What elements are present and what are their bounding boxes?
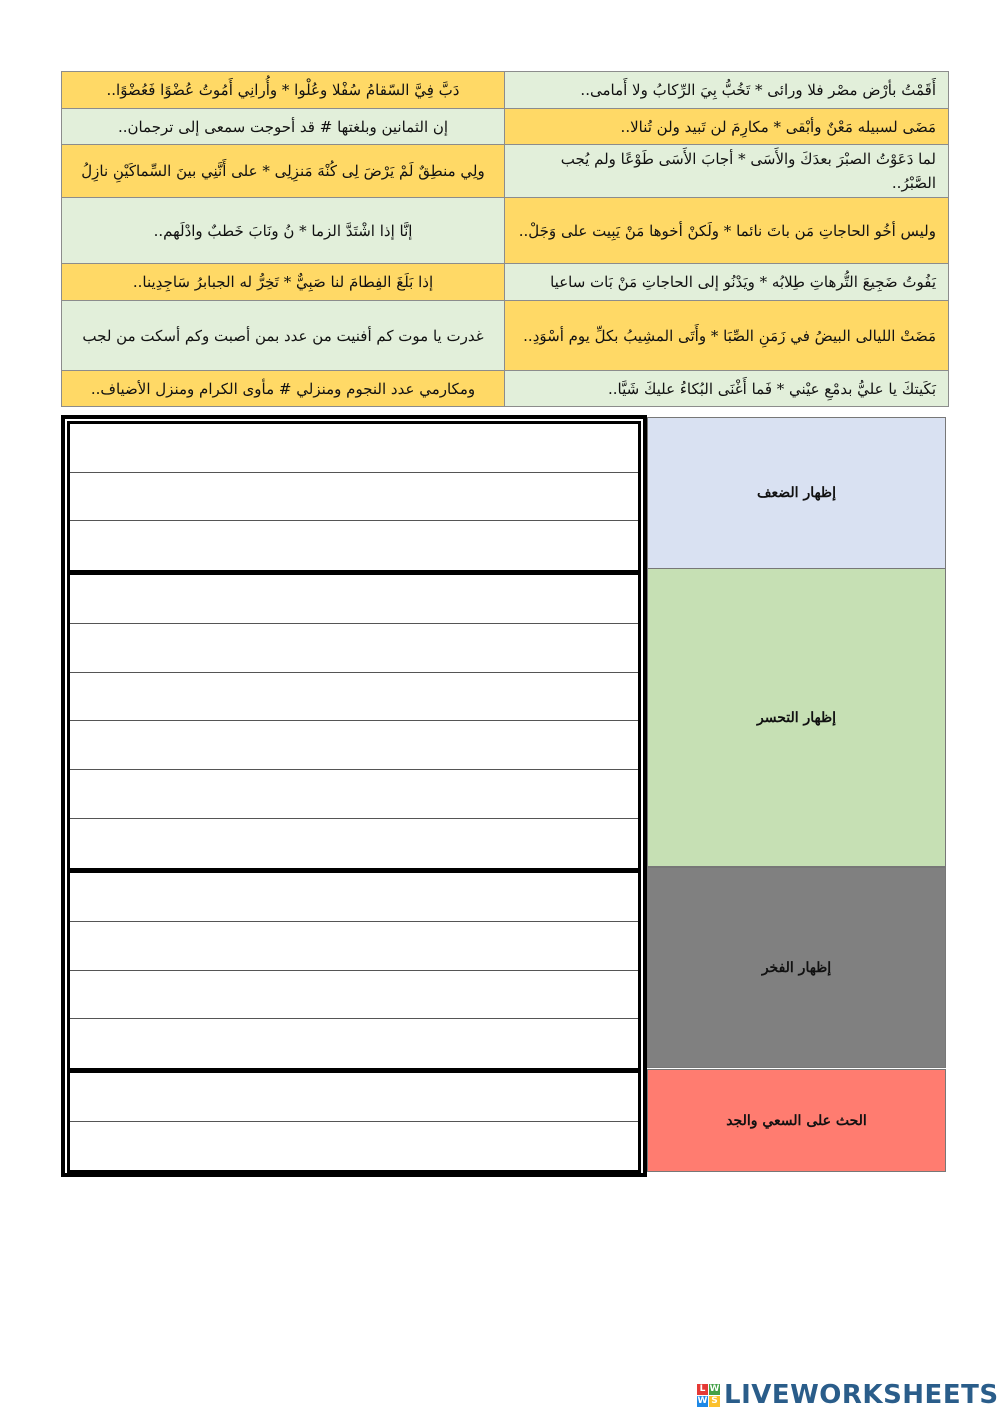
verse-cell-left[interactable]: غدرت يا موت كم أفنيت من عدد بمن أصبت وكم أسكت من لجب	[62, 301, 505, 371]
answer-input[interactable]	[70, 873, 638, 921]
answer-line	[70, 770, 638, 819]
answer-line	[70, 575, 638, 624]
verse-cell-right[interactable]: أَقَمْتُ بأرْض مصْر فلا ورائى * تَخُبُّ بِيَ الرِّكابُ ولا أَمامى..	[505, 72, 949, 109]
answer-line	[70, 1122, 638, 1171]
verse-cell-right[interactable]: لما دَعَوْتُ الصبْرَ بعدَكَ والأَسَى * أجابَ الأَسَى طَوْعًا ولم يُجب الصَّبْرُ..	[505, 145, 949, 198]
category-label: إظهار الضعف	[647, 417, 946, 569]
answer-input[interactable]	[70, 624, 638, 672]
answer-input[interactable]	[70, 473, 638, 521]
answer-input[interactable]	[70, 922, 638, 970]
answer-line	[70, 922, 638, 971]
category-label: إظهار الفخر	[647, 867, 946, 1068]
answer-line	[70, 624, 638, 673]
verse-cell-left[interactable]: دَبَّ فِيَّ السّقامُ سُفْلا وعُلْوا * وأُرانِي أَمُوتُ عُضْوًا فَعُضْوًا..	[62, 72, 505, 109]
answer-line	[70, 1019, 638, 1068]
answer-input[interactable]	[70, 673, 638, 721]
answers-frame	[61, 415, 647, 1177]
verse-cell-left[interactable]: ومكارمي عدد النجوم ومنزلي # مأوى الكرام ومنزل الأضياف..	[62, 371, 505, 407]
answer-input[interactable]	[70, 971, 638, 1019]
answer-input[interactable]	[70, 721, 638, 769]
answer-line	[70, 721, 638, 770]
answer-input[interactable]	[70, 424, 638, 472]
verse-row	[62, 301, 949, 371]
verse-cell-left[interactable]: إنَّا إذا اشْتَدَّ الزما * نُ ونَابَ خَطبٌ وادْلَهم..	[62, 198, 505, 264]
logo-badge-icon: L W W S	[697, 1383, 720, 1406]
verse-row	[62, 371, 949, 407]
verse-row	[62, 109, 949, 145]
answer-group	[67, 1070, 641, 1173]
category-label: الحث على السعي والجد	[647, 1069, 946, 1172]
liveworksheets-logo	[697, 1378, 999, 1412]
category-label: إظهار التحسر	[647, 568, 946, 867]
answer-line	[70, 424, 638, 473]
answer-line	[70, 473, 638, 522]
verse-row	[62, 198, 949, 264]
verse-row	[62, 145, 949, 198]
answer-line	[70, 1073, 638, 1122]
verse-cell-left[interactable]: ولِي منطِقٌ لَمْ يَرْضَ لِى كُنْهَ مَنزِلِى * على أَنَّنِي بينَ السِّماكَيْنِ نازِلُ	[62, 145, 505, 198]
answer-line	[70, 819, 638, 868]
verses-table	[61, 71, 949, 407]
answer-input[interactable]	[70, 521, 638, 570]
answer-input[interactable]	[70, 1019, 638, 1068]
answer-group	[67, 572, 641, 871]
verse-cell-right[interactable]: مَضَى لسبيله مَعْنٌ وأبْقى * مكارِمَ لن تَبيد ولن تُنالا..	[505, 109, 949, 145]
answer-line	[70, 673, 638, 722]
verse-row	[62, 264, 949, 301]
answer-line	[70, 873, 638, 922]
answer-line	[70, 521, 638, 570]
answer-line	[70, 971, 638, 1020]
verse-row	[62, 72, 949, 109]
answer-input[interactable]	[70, 770, 638, 818]
answer-group	[67, 421, 641, 573]
verse-cell-right[interactable]: بَكَيتكَ يا عليُّ بدمْعِ عيْني * فَما أَغْنَى البُكاءُ عليكَ شَيَّا..	[505, 371, 949, 407]
answer-input[interactable]	[70, 575, 638, 623]
verse-cell-right[interactable]: يَفُوتُ ضَجِيعَ التُّرهاتِ طِلابُه * ويَدْنُو إلى الحاجاتِ مَنْ بَات ساعيا	[505, 264, 949, 301]
answer-group	[67, 870, 641, 1071]
verse-cell-left[interactable]: إذا بَلَغَ الفِطامَ لنا صَبِيٌّ * تَخِرُّ له الجبابرُ سَاجِدِينا..	[62, 264, 505, 301]
verse-cell-right[interactable]: وليس أخُو الحاجاتِ مَن باتَ نائما * ولَكنْ أخوها مَنْ يَبِيت على وَجَلْ..	[505, 198, 949, 264]
answer-input[interactable]	[70, 1073, 638, 1121]
verse-cell-left[interactable]: إن الثمانين وبلغتها # قد أحوجت سمعى إلى ترجمان..	[62, 109, 505, 145]
answer-input[interactable]	[70, 819, 638, 868]
verse-cell-right[interactable]: مَضَتْ الليالى البيضُ في زَمَنِ الصِّبَا * وأَتَى المشِيبُ بكلِّ يوم أسْوَدِ..	[505, 301, 949, 371]
answer-input[interactable]	[70, 1122, 638, 1171]
logo-text: LIVEWORKSHEETS	[724, 1380, 999, 1410]
